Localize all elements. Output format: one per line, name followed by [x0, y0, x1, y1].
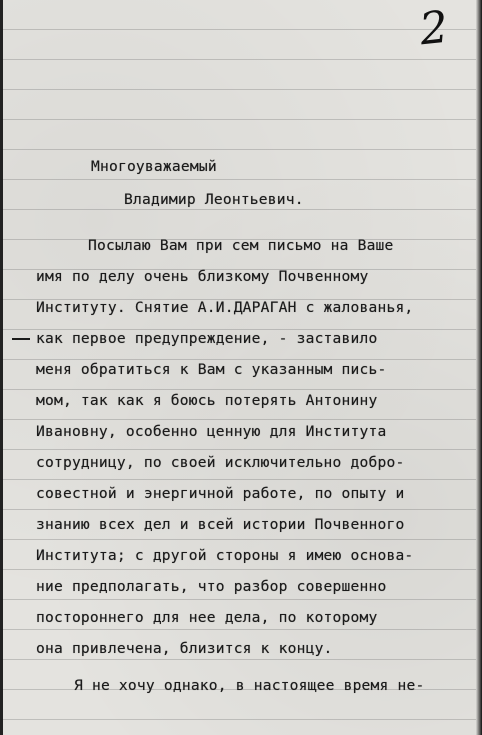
body-line: Институту. Снятие А.И.ДАРАГАН с жалованья, [36, 299, 414, 316]
body-line: мом, так как я боюсь потерять Антонину [36, 392, 378, 409]
handwritten-page-number: 2 [417, 1, 451, 56]
body-line: знанию всех дел и всей истории Почвенного [36, 516, 405, 533]
body-line: сотрудницу, по своей исключительно добро- [36, 454, 405, 471]
body-line: она привлечена, близится к концу. [36, 640, 333, 657]
page-edge-left [0, 0, 3, 735]
body-line: Я не хочу однако, в настоящее время не- [74, 677, 425, 694]
salutation-line-2: Владимир Леонтьевич. [124, 191, 304, 208]
margin-dash-mark [12, 338, 30, 340]
salutation-line-1: Многоуважаемый [91, 158, 217, 175]
body-line: имя по делу очень близкому Почвенному [36, 268, 369, 285]
body-line: ние предполагать, что разбор совершенно [36, 578, 387, 595]
body-line: Посылаю Вам при сем письмо на Ваше [88, 237, 394, 254]
page-edge-right [476, 0, 482, 735]
body-line: постороннего для нее дела, по которому [36, 609, 378, 626]
body-line: как первое предупреждение, - заставило [36, 330, 378, 347]
body-line: совестной и энергичной работе, по опыту и [36, 485, 405, 502]
body-line: Ивановну, особенно ценную для Института [36, 423, 387, 440]
body-line: меня обратиться к Вам с указанным пись- [36, 361, 387, 378]
body-line: Института; с другой стороны я имею основа- [36, 547, 414, 564]
